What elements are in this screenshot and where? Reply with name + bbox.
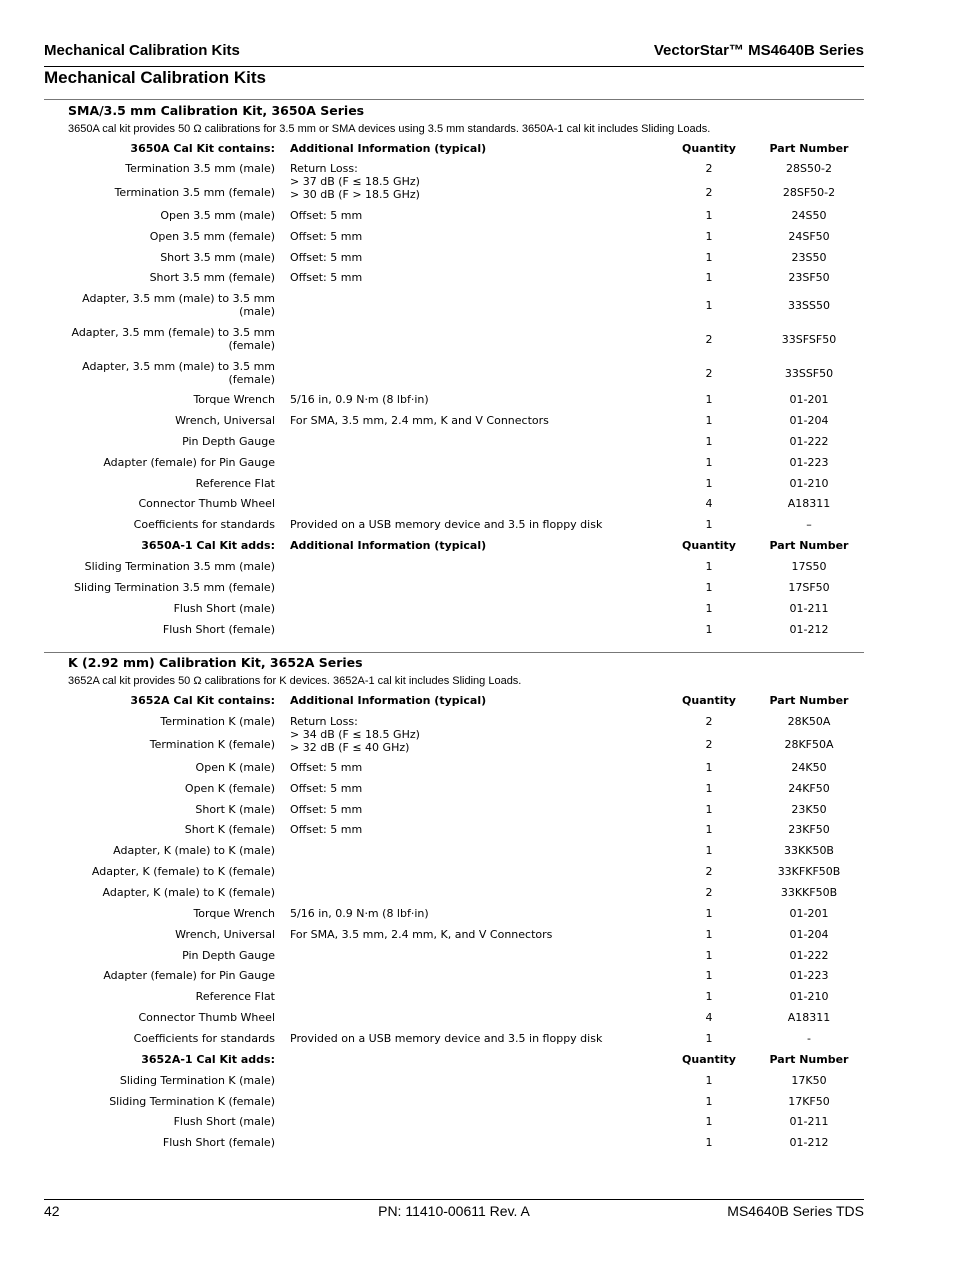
table-row	[0, 393, 954, 413]
part-number: 01-201	[789, 907, 829, 920]
table-row	[0, 1074, 954, 1094]
page-header	[44, 40, 864, 67]
quantity: 1	[705, 581, 713, 594]
table-row	[0, 1032, 954, 1052]
quantity: 1	[705, 907, 713, 920]
item-name: Sliding Termination K (female)	[109, 1095, 275, 1108]
quantity: 1	[705, 1032, 713, 1045]
item-name: Flush Short (female)	[162, 1136, 275, 1149]
part-number: 17SF50	[788, 581, 830, 594]
quantity: 1	[705, 560, 713, 573]
return-loss-line: > 34 dB (F ≤ 18.5 GHz)	[290, 728, 420, 741]
page-footer	[44, 1199, 864, 1226]
quantity: 1	[705, 299, 713, 312]
additional-info: Offset: 5 mm	[290, 823, 363, 836]
quantity: Quantity	[682, 539, 736, 552]
table-row	[0, 292, 954, 318]
quantity: 1	[705, 271, 713, 284]
part-number: 28SF50-2	[782, 186, 836, 199]
quantity: 1	[705, 782, 713, 795]
divider	[44, 652, 864, 653]
item-name: Wrench, Universal	[175, 928, 275, 941]
part-number: 33SSF50	[784, 367, 834, 380]
page-number: 42	[44, 1203, 60, 1219]
quantity: 2	[705, 333, 713, 346]
return-loss-info	[290, 715, 670, 754]
additional-info: Offset: 5 mm	[290, 761, 363, 774]
part-number: 28KF50A	[784, 738, 834, 751]
item-name: Adapter, K (female) to K (female)	[91, 865, 275, 878]
table-row	[0, 209, 954, 229]
table-row	[0, 456, 954, 476]
return-loss-line: Return Loss:	[290, 715, 358, 728]
quantity: 1	[705, 602, 713, 615]
quantity: 2	[705, 367, 713, 380]
table-row	[0, 928, 954, 948]
item-name: Short 3.5 mm (female)	[149, 271, 275, 284]
table-row	[0, 969, 954, 989]
return-loss-line: > 37 dB (F ≤ 18.5 GHz)	[290, 175, 420, 188]
part-number: 28K50A	[787, 715, 831, 728]
part-number: 33KK50B	[784, 844, 834, 857]
quantity: 1	[705, 949, 713, 962]
part-number: 33SFSF50	[781, 333, 837, 346]
item-name: 3652A Cal Kit contains:	[130, 694, 275, 707]
item-name: 3650A Cal Kit contains:	[130, 142, 275, 155]
quantity: 1	[705, 803, 713, 816]
item-name: Termination 3.5 mm (male)	[125, 162, 275, 175]
quantity: 1	[705, 1095, 713, 1108]
table-row	[0, 865, 954, 885]
section-description: 3650A cal kit provides 50 Ω calibrations for 3.5 mm or SMA devices using 3.5 mm standards. 3650A-1 cal kit includes Sliding Loads.	[68, 123, 711, 135]
part-number: 01-222	[789, 949, 829, 962]
part-number: 23KF50	[788, 823, 830, 836]
quantity: Quantity	[682, 142, 736, 155]
item-name: Termination K (female)	[149, 738, 275, 751]
quantity: 1	[705, 393, 713, 406]
table-row	[0, 560, 954, 580]
table-row	[0, 886, 954, 906]
part-number: 33KKF50B	[780, 886, 838, 899]
part-number: 17S50	[791, 560, 827, 573]
additional-info: Additional Information (typical)	[290, 539, 487, 552]
return-loss-line: > 32 dB (F ≤ 40 GHz)	[290, 741, 410, 754]
part-number: 01-204	[789, 414, 829, 427]
item-name: 3652A-1 Cal Kit adds:	[141, 1053, 275, 1066]
table-row	[0, 1115, 954, 1135]
part-number: -	[807, 1032, 811, 1045]
quantity: 1	[705, 414, 713, 427]
quantity: 1	[705, 1074, 713, 1087]
part-number: 17KF50	[788, 1095, 830, 1108]
part-number: –	[806, 518, 812, 531]
item-name: Reference Flat	[195, 477, 275, 490]
item-name: Adapter, K (male) to K (male)	[113, 844, 275, 857]
quantity: 1	[705, 823, 713, 836]
additional-info: Offset: 5 mm	[290, 209, 363, 222]
quantity: 4	[705, 497, 713, 510]
item-name: Coefficients for standards	[133, 518, 275, 531]
table-row	[0, 1011, 954, 1031]
part-number: Part Number	[769, 142, 849, 155]
table-row	[0, 518, 954, 538]
table-header-row	[0, 694, 954, 714]
item-name: Flush Short (female)	[162, 623, 275, 636]
quantity: 1	[705, 456, 713, 469]
table-header-row	[0, 142, 954, 162]
additional-info: Additional Information (typical)	[290, 142, 487, 155]
item-name: Termination K (male)	[160, 715, 275, 728]
item-name: Torque Wrench	[193, 393, 275, 406]
table-row	[0, 623, 954, 643]
part-number: 24KF50	[788, 782, 830, 795]
item-name: 3650A-1 Cal Kit adds:	[141, 539, 275, 552]
item-name: Adapter (female) for Pin Gauge	[103, 969, 275, 982]
return-loss-line: Return Loss:	[290, 162, 358, 175]
part-number: Part Number	[769, 694, 849, 707]
quantity: 1	[705, 1115, 713, 1128]
part-number: 01-212	[789, 1136, 829, 1149]
quantity: 1	[705, 928, 713, 941]
table-row	[0, 990, 954, 1010]
part-number: 01-223	[789, 969, 829, 982]
part-number: 24K50	[791, 761, 827, 774]
item-name: Sliding Termination 3.5 mm (female)	[73, 581, 275, 594]
table-row	[0, 581, 954, 601]
part-number: 24S50	[791, 209, 827, 222]
quantity: 1	[705, 844, 713, 857]
part-number: 33KFKF50B	[777, 865, 841, 878]
part-number: 24SF50	[788, 230, 830, 243]
part-number: 23K50	[791, 803, 827, 816]
quantity: 2	[705, 738, 713, 751]
part-number: 17K50	[791, 1074, 827, 1087]
item-name: Adapter, 3.5 mm (female) to 3.5 mm (female)	[71, 326, 275, 352]
part-number: 01-212	[789, 623, 829, 636]
part-number: 01-211	[789, 1115, 829, 1128]
section-title: K (2.92 mm) Calibration Kit, 3652A Series	[68, 655, 363, 670]
section-title: SMA/3.5 mm Calibration Kit, 3650A Series	[68, 103, 365, 118]
part-number: 33SS50	[788, 299, 830, 312]
table-row	[0, 761, 954, 781]
table-row	[0, 477, 954, 497]
quantity: 2	[705, 865, 713, 878]
part-number: 28S50-2	[786, 162, 832, 175]
quantity: Quantity	[682, 1053, 736, 1066]
item-name: Flush Short (male)	[173, 602, 275, 615]
additional-info: Offset: 5 mm	[290, 271, 363, 284]
item-name: Adapter, 3.5 mm (male) to 3.5 mm (male)	[82, 292, 275, 318]
table-subheader-row	[0, 1053, 954, 1073]
additional-info: For SMA, 3.5 mm, 2.4 mm, K and V Connectors	[290, 414, 549, 427]
quantity: 2	[705, 886, 713, 899]
item-name: Termination 3.5 mm (female)	[114, 186, 275, 199]
additional-info: For SMA, 3.5 mm, 2.4 mm, K, and V Connectors	[290, 928, 553, 941]
item-name: Short 3.5 mm (male)	[160, 251, 275, 264]
quantity: 1	[705, 518, 713, 531]
section-description: 3652A cal kit provides 50 Ω calibrations for K devices. 3652A-1 cal kit includes Sliding Loads.	[68, 675, 522, 687]
part-number: A18311	[787, 497, 831, 510]
item-name: Wrench, Universal	[175, 414, 275, 427]
item-name: Short K (male)	[195, 803, 275, 816]
table-row	[0, 230, 954, 250]
quantity: 1	[705, 969, 713, 982]
quantity: 2	[705, 162, 713, 175]
additional-info: Additional Information (typical)	[290, 694, 487, 707]
table-row	[0, 782, 954, 802]
quantity: 1	[705, 251, 713, 264]
item-name: Pin Depth Gauge	[182, 949, 275, 962]
table-row	[0, 1136, 954, 1156]
table-row	[0, 844, 954, 864]
item-name: Pin Depth Gauge	[182, 435, 275, 448]
part-number: Part Number	[769, 1053, 849, 1066]
quantity: 4	[705, 1011, 713, 1024]
table-row	[0, 949, 954, 969]
part-number: 01-222	[789, 435, 829, 448]
part-number: 01-210	[789, 477, 829, 490]
item-name: Open 3.5 mm (female)	[149, 230, 275, 243]
document-name: MS4640B Series TDS	[727, 1203, 864, 1219]
additional-info: Offset: 5 mm	[290, 803, 363, 816]
item-name: Connector Thumb Wheel	[138, 497, 275, 510]
header-section-title: Mechanical Calibration Kits	[44, 42, 240, 59]
item-name: Short K (female)	[184, 823, 275, 836]
table-row	[0, 271, 954, 291]
part-number: 01-210	[789, 990, 829, 1003]
table-row	[0, 414, 954, 434]
additional-info: Offset: 5 mm	[290, 782, 363, 795]
item-name: Open 3.5 mm (male)	[160, 209, 275, 222]
item-name: Reference Flat	[195, 990, 275, 1003]
item-name: Adapter (female) for Pin Gauge	[103, 456, 275, 469]
item-name: Sliding Termination K (male)	[119, 1074, 275, 1087]
part-number: 23SF50	[788, 271, 830, 284]
quantity: 1	[705, 623, 713, 636]
part-number: PN: 11410-00611 Rev. A	[378, 1203, 530, 1219]
table-row	[0, 823, 954, 843]
table-row	[0, 326, 954, 352]
return-loss-line: > 30 dB (F > 18.5 GHz)	[290, 188, 420, 201]
item-name: Connector Thumb Wheel	[138, 1011, 275, 1024]
divider	[44, 99, 864, 100]
quantity: 1	[705, 990, 713, 1003]
table-row	[0, 360, 954, 386]
additional-info: Offset: 5 mm	[290, 230, 363, 243]
table-row	[0, 803, 954, 823]
quantity: Quantity	[682, 694, 736, 707]
part-number: 01-201	[789, 393, 829, 406]
item-name: Open K (female)	[184, 782, 275, 795]
item-name: Flush Short (male)	[173, 1115, 275, 1128]
quantity: 1	[705, 477, 713, 490]
part-number: 01-204	[789, 928, 829, 941]
header-product-series: VectorStar™ MS4640B Series	[653, 42, 864, 59]
item-name: Sliding Termination 3.5 mm (male)	[84, 560, 275, 573]
table-row	[0, 602, 954, 622]
part-number: 23S50	[791, 251, 827, 264]
quantity: 2	[705, 715, 713, 728]
page-title: Mechanical Calibration Kits	[44, 68, 266, 87]
table-row	[0, 1095, 954, 1115]
table-row	[0, 435, 954, 455]
additional-info: 5/16 in, 0.9 N·m (8 lbf·in)	[290, 393, 429, 406]
item-name: Coefficients for standards	[133, 1032, 275, 1045]
additional-info: Provided on a USB memory device and 3.5 in floppy disk	[290, 1032, 603, 1045]
item-name: Adapter, 3.5 mm (male) to 3.5 mm (female)	[82, 360, 275, 386]
table-subheader-row	[0, 539, 954, 559]
quantity: 1	[705, 1136, 713, 1149]
quantity: 1	[705, 435, 713, 448]
table-row	[0, 907, 954, 927]
quantity: 2	[705, 186, 713, 199]
additional-info: Provided on a USB memory device and 3.5 in floppy disk	[290, 518, 603, 531]
part-number: Part Number	[769, 539, 849, 552]
quantity: 1	[705, 761, 713, 774]
return-loss-info	[290, 162, 670, 201]
table-row	[0, 497, 954, 517]
part-number: 01-211	[789, 602, 829, 615]
item-name: Adapter, K (male) to K (female)	[102, 886, 275, 899]
additional-info: Offset: 5 mm	[290, 251, 363, 264]
part-number: A18311	[787, 1011, 831, 1024]
table-row	[0, 251, 954, 271]
item-name: Open K (male)	[195, 761, 275, 774]
quantity: 1	[705, 230, 713, 243]
part-number: 01-223	[789, 456, 829, 469]
item-name: Torque Wrench	[193, 907, 275, 920]
additional-info: 5/16 in, 0.9 N·m (8 lbf·in)	[290, 907, 429, 920]
quantity: 1	[705, 209, 713, 222]
